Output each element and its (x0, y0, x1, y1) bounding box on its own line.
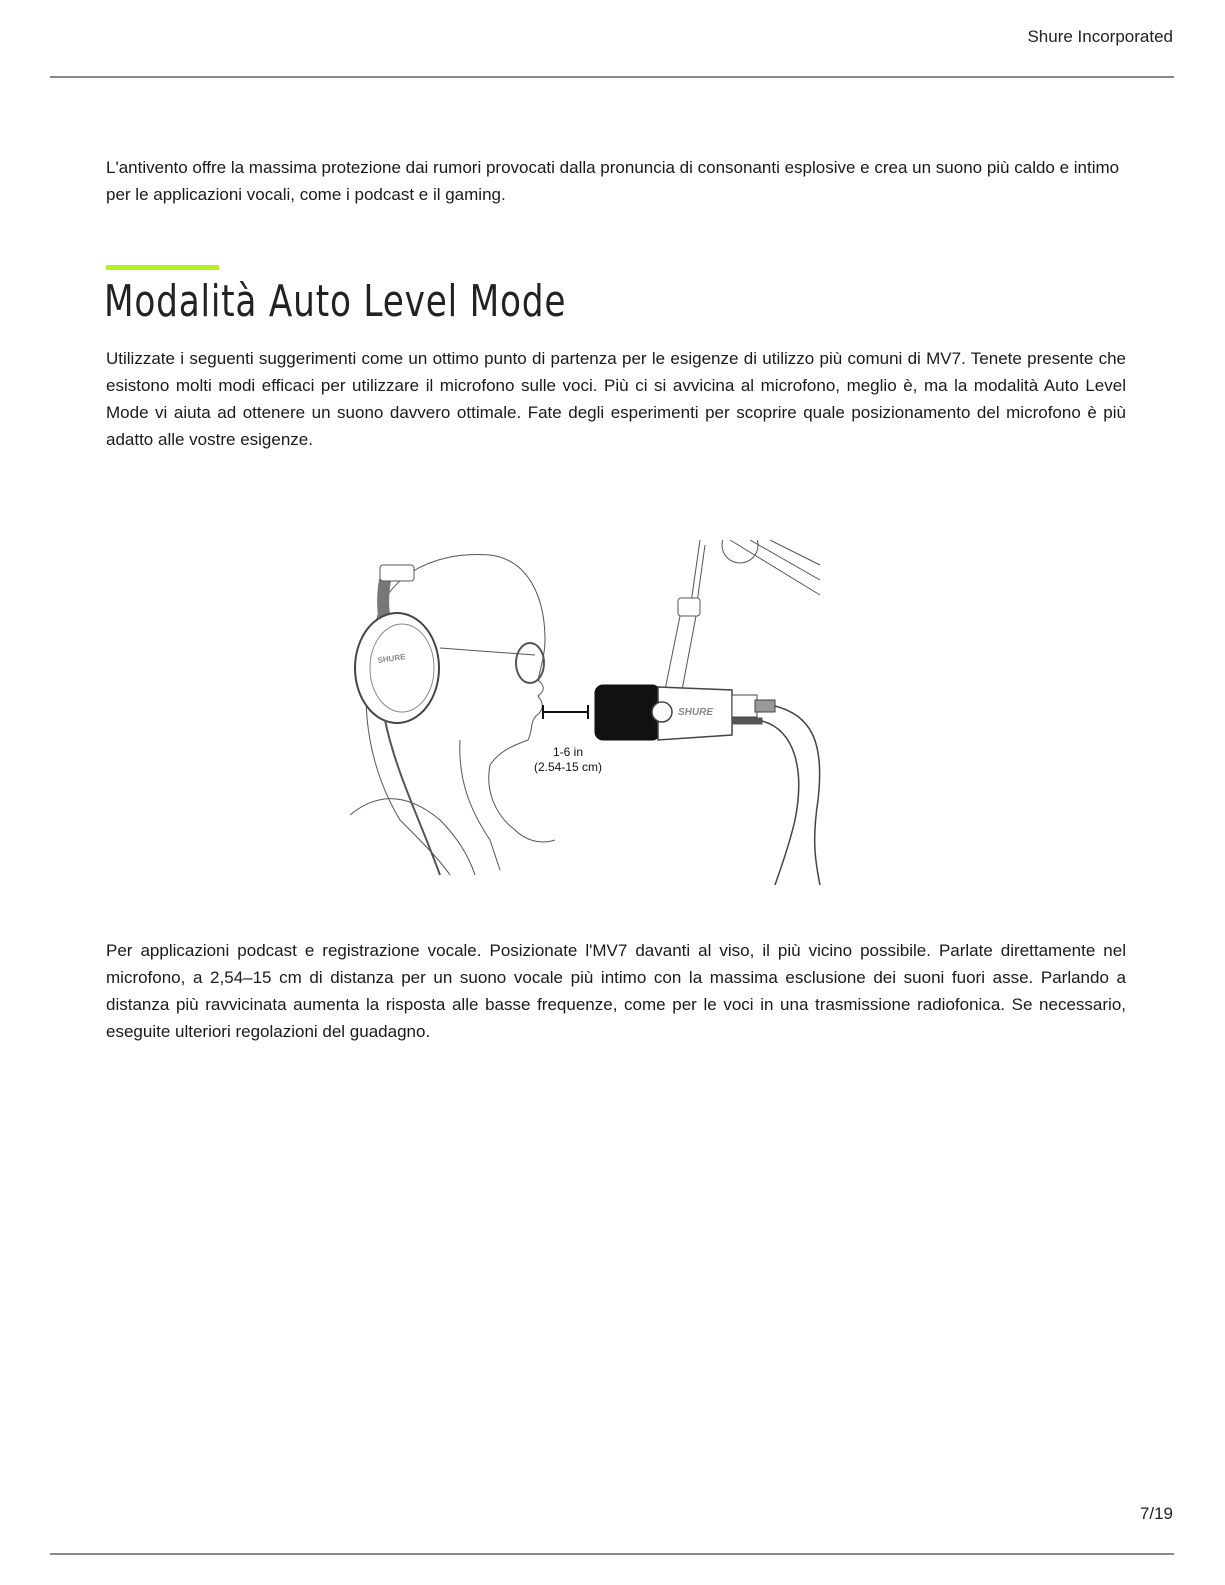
distance-label: 1-6 in (552, 745, 584, 759)
headphone-cable (385, 720, 440, 875)
headphone-brand-label: SHURE (377, 652, 407, 665)
mic-brand-label: SHURE (678, 707, 714, 718)
section-paragraph: Utilizzate i seguenti suggerimenti come un ottimo punto di partenza per le esigenze di utilizzo più comuni di MV7. Tenete presente che esistono molti modi efficaci per utilizzare il microfono sulle voci. Più ci si avvicina al microfono, meglio è, ma la modalità Auto Level Mode vi aiuta ad ottenere un suono davvero ottimale. Fate degli esperimenti per scoprire quale posizionamento del microfono è più adatto alle vostre esigenze. (106, 349, 1126, 449)
company-name: Shure Incorporated (1027, 27, 1173, 46)
shoulder-outline (350, 799, 475, 875)
headphone-cup (355, 613, 439, 723)
footer-divider (50, 1553, 1174, 1555)
section-title: Modalità Auto Level Mode (104, 276, 567, 327)
intro-paragraph: L'antivento offre la massima protezione dai rumori provocati dalla pronuncia di consonanti esplosive e crea un suono più caldo e intimo per le applicazioni vocali, come i podcast e il gaming. (106, 158, 1120, 204)
closing-paragraph: Per applicazioni podcast e registrazione vocale. Posizionate l'MV7 davanti al viso, il più vicino possibile. Parlate direttamente nel microfono, a 2,54–15 cm di distanza per un suono vocale più intimo con la massima esclusione dei suoni fuori asse. Parlando a distanza più ravvicinata aumenta la risposta alle basse frequenze, come per le voci in una trasmissione radiofonica. Se necessario, eseguite ulteriori regolazioni del guadagno. (106, 941, 1126, 1041)
distance-label-metric: (2.54-15 cm) (533, 760, 603, 774)
glasses-lens (516, 643, 544, 683)
mic-placement-illustration (340, 540, 840, 885)
headphone-slider (380, 565, 414, 581)
mic-grille (595, 685, 660, 740)
header-divider (50, 76, 1174, 78)
section-accent-bar (106, 265, 219, 270)
page-number: 7/19 (1139, 1504, 1173, 1523)
